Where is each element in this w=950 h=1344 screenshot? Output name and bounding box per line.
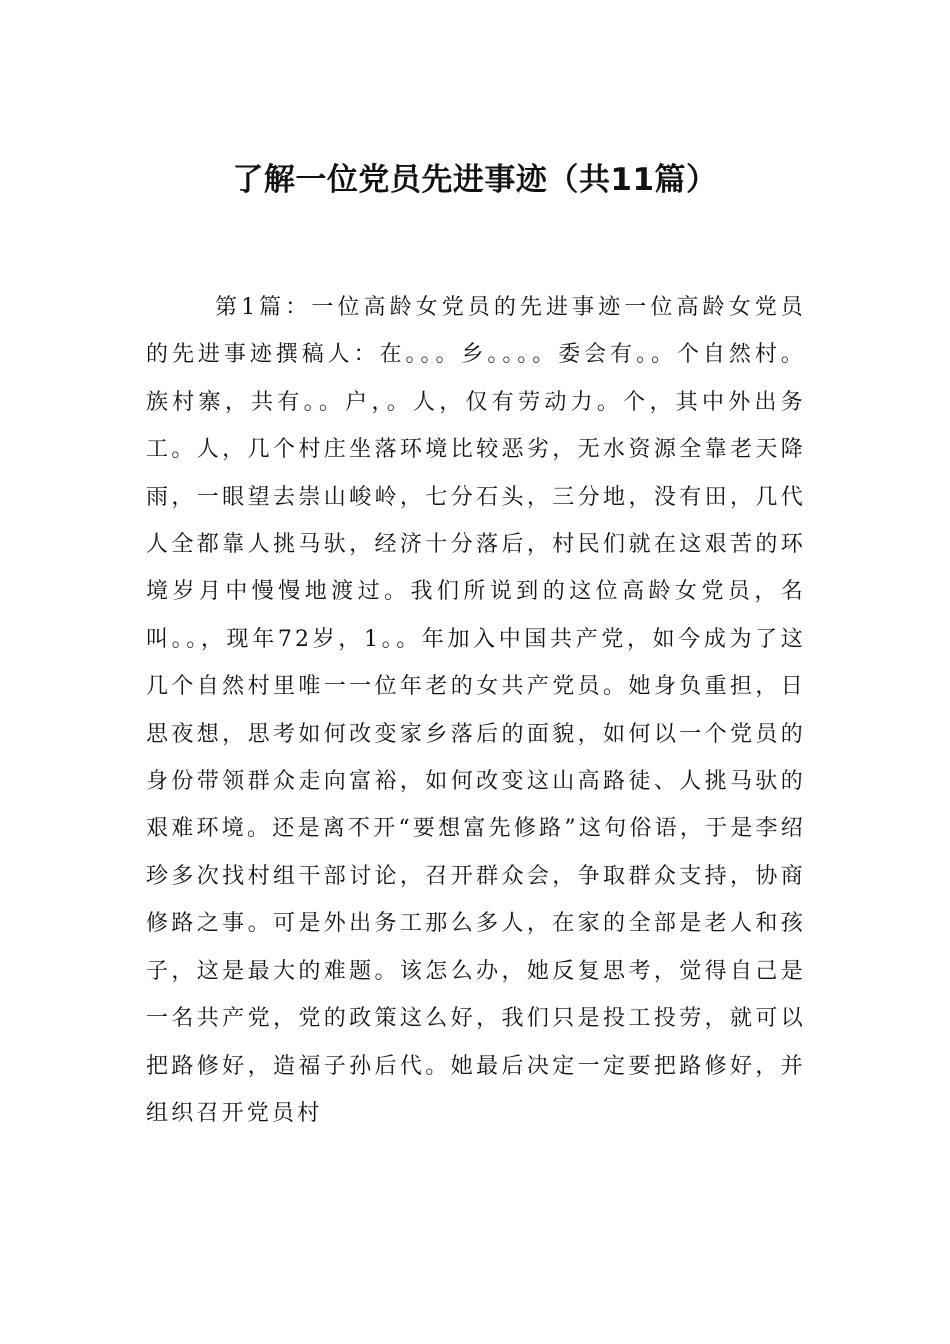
document-title: 了解一位党员先进事迹（共11篇） bbox=[232, 162, 718, 198]
body-paragraph: 第1篇：一位高龄女党员的先进事迹一位高龄女党员的先进事迹撰稿人：在。。。乡。。。。委会有。。个自然村。族村寨，共有。。户，。人，仅有劳动力。个，其中外出务工。人，几个村庄坐落环境比较恶劣，无水资源全靠老天降雨，一眼望去崇山峻岭，七分石头，三分地，没有田，几代人全都靠人挑马驮，经济十分落后，村民们就在这艰苦的环境岁月中慢慢地渡过。我们所说到的这位高龄女党员，名叫。。，现年72岁，1。。年加入中国共产党，如今成为了这几个自然村里唯一一位年老的女共产党员。她身负重担，日思夜想，思考如何改变家乡落后的面貌，如何以一个党员的身份带领群众走向富裕，如何改变这山高路徒、人挑马驮的艰难环境。还是离不开“要想富先修路”这句俗语，于是李绍珍多次找村组干部讨论，召开群众会，争取群众支持，协商修路之事。可是外出务工那么多人，在家的全部是老人和孩子，这是最大的难题。该怎么办，她反复思考，觉得自己是一名共产党，党的政策这么好，我们只是投工投劳，就可以把路修好，造福子孙后代。她最后决定一定要把路修好，并组织召开党员村 bbox=[146, 295, 806, 1126]
